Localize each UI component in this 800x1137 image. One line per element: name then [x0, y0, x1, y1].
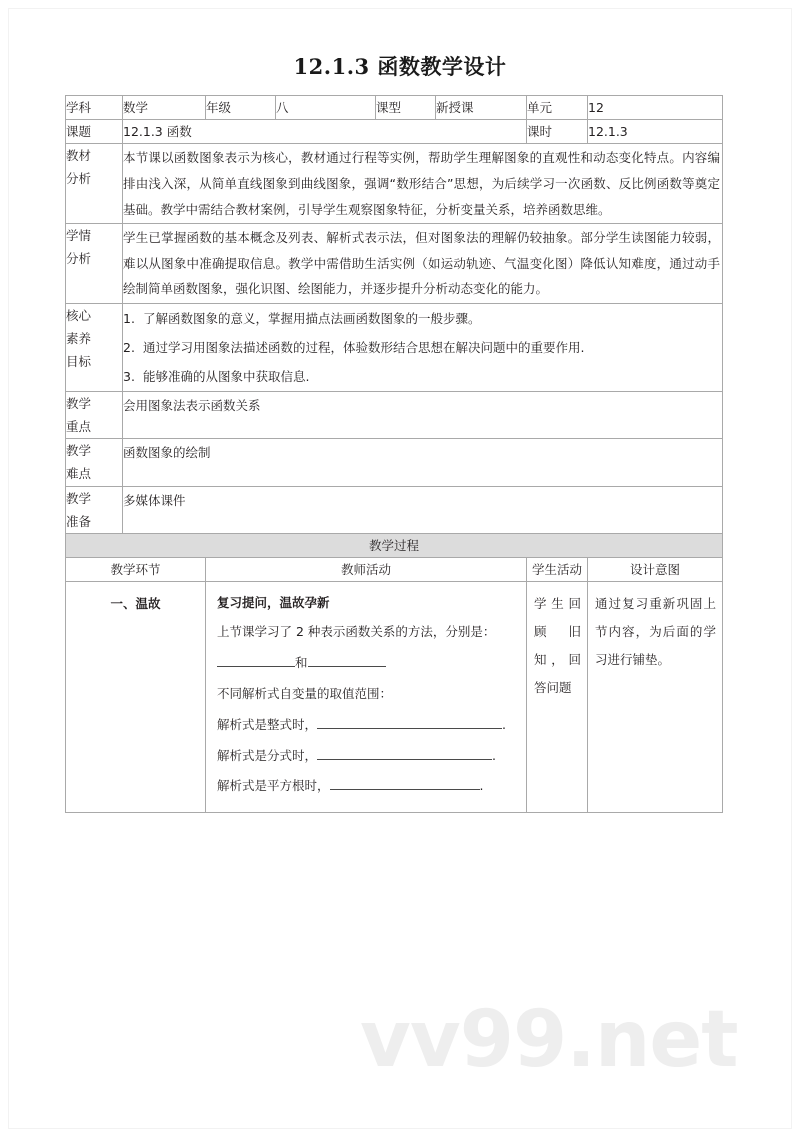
table-row-basic-info — [66, 96, 723, 120]
table-row-preparation — [66, 486, 723, 533]
preparation-cell — [123, 486, 723, 533]
core-goals-label-line2: 素养 — [66, 331, 92, 347]
teacher-activity-blank-line — [215, 710, 517, 741]
process-header-student: 学生活动 — [527, 557, 588, 581]
material-analysis-label-line2: 分析 — [66, 171, 92, 187]
student-activity-text: 学生回顾旧知，回答问题 — [534, 596, 581, 696]
teacher-activity-blank-line — [215, 741, 517, 772]
preparation-label-line2: 准备 — [66, 513, 92, 529]
student-analysis-label — [66, 224, 123, 304]
topic-value: 12.1.3 函数 — [123, 120, 527, 144]
core-goal-number: 1. — [123, 311, 135, 326]
topic-label: 课题 — [66, 120, 123, 144]
teacher-activity-period: . — [479, 778, 484, 794]
difficulty-text: 函数图象的绘制 — [123, 445, 211, 461]
student-analysis-cell — [123, 224, 723, 304]
subject-label: 学科 — [66, 96, 123, 120]
unit-label: 单元 — [527, 96, 588, 120]
process-student-activity — [527, 582, 588, 813]
period-value: 12.1.3 — [588, 120, 723, 144]
answer-blank[interactable] — [317, 728, 502, 729]
process-header-teacher: 教师活动 — [206, 557, 527, 581]
core-goal-text: 了解函数图象的意义，掌握用描点法画函数图象的一般步骤。 — [143, 311, 481, 326]
answer-blank[interactable] — [330, 789, 480, 790]
key-point-label-line1: 教学 — [66, 396, 92, 411]
answer-blank[interactable] — [308, 666, 386, 667]
student-analysis-label-line1: 学情 — [66, 228, 92, 244]
material-analysis-label-line1: 教材 — [66, 148, 92, 164]
process-section-title: 教学过程 — [66, 533, 723, 557]
key-point-label-line2: 重点 — [66, 419, 92, 435]
core-goal-item — [123, 362, 722, 391]
student-analysis-label-line2: 分析 — [66, 251, 92, 267]
teacher-activity-period: . — [502, 716, 506, 732]
material-analysis-cell — [123, 144, 723, 224]
table-row-process-headers — [66, 557, 723, 581]
process-header-intent: 设计意图 — [588, 557, 723, 581]
teacher-activity-blank-line — [215, 648, 517, 679]
core-goals-cell — [123, 304, 723, 392]
process-design-intent — [588, 582, 723, 813]
process-stage-name: 一、温故 — [66, 582, 206, 813]
teacher-activity-conjunction: 和 — [295, 654, 308, 670]
core-goal-item — [123, 333, 722, 362]
key-point-cell — [123, 392, 723, 439]
core-goal-text: 能够准确的从图象中获取信息. — [143, 369, 310, 384]
table-row-student-analysis — [66, 224, 723, 304]
table-row-difficulty — [66, 439, 723, 486]
subject-value: 数学 — [123, 96, 206, 120]
answer-blank[interactable] — [217, 666, 295, 667]
table-row-topic — [66, 120, 723, 144]
core-goal-text: 通过学习用图象法描述函数的过程，体验数形结合思想在解决问题中的重要作用. — [143, 340, 585, 355]
answer-blank[interactable] — [317, 759, 492, 760]
site-watermark: vv99.net — [360, 995, 738, 1085]
process-header-stage: 教学环节 — [66, 557, 206, 581]
material-analysis-label — [66, 144, 123, 224]
table-row-process-banner — [66, 533, 723, 557]
teacher-activity-line: 上节课学习了 2 种表示函数关系的方法，分别是： — [217, 624, 496, 639]
unit-value: 12 — [588, 96, 723, 120]
difficulty-cell — [123, 439, 723, 486]
material-analysis-text: 本节课以函数图象表示为核心，教材通过行程等实例，帮助学生理解图象的直观性和动态变化特点。内容编排由浅入深，从简单直线图象到曲线图象，强调“数形结合”思想，为后续学习一次函数、反比例函数等奠定基础。教学中需结合教材案例，引导学生观察图象特征，分析变量关系，培养函数思维。 — [123, 150, 720, 217]
lesson-plan-table — [65, 95, 723, 813]
difficulty-label — [66, 439, 123, 486]
grade-label: 年级 — [206, 96, 276, 120]
process-teacher-activity — [206, 582, 527, 813]
teacher-activity-line: 不同解析式自变量的取值范围： — [217, 685, 393, 701]
period-label: 课时 — [527, 120, 588, 144]
page-title: 12.1.3 函数教学设计 — [293, 54, 507, 79]
preparation-label — [66, 486, 123, 533]
core-goals-label-line3: 目标 — [66, 354, 92, 370]
teacher-activity-period: . — [492, 747, 496, 763]
teacher-activity-blank-line — [215, 771, 517, 802]
student-analysis-text: 学生已掌握函数的基本概念及列表、解析式表示法，但对图象法的理解仍较抽象。部分学生读图能力较弱，难以从图象中准确提取信息。教学中需借助生活实例（如运动轨迹、气温变化图）降低认知难度，通过动手绘制简单函数图象，强化识图、绘图能力，并逐步提升分析动态变化的能力。 — [123, 230, 720, 297]
core-goals-label-line1: 核心 — [66, 308, 92, 323]
difficulty-label-line1: 教学 — [66, 443, 92, 459]
teacher-activity-prompt: 解析式是整式时， — [217, 716, 318, 732]
design-intent-text: 通过复习重新巩固上节内容，为后面的学习进行铺垫。 — [595, 596, 716, 668]
preparation-label-line1: 教学 — [66, 490, 92, 506]
table-row-key-point — [66, 392, 723, 439]
teacher-activity-prompt: 解析式是平方根时， — [217, 778, 330, 794]
table-row-process-body — [66, 582, 723, 813]
core-goals-label — [66, 304, 123, 392]
core-goal-number: 2. — [123, 340, 135, 355]
key-point-text: 会用图象法表示函数关系 — [123, 398, 261, 413]
teacher-activity-heading: 复习提问，温故孕新 — [217, 595, 330, 610]
lesson-type-label: 课型 — [376, 96, 436, 120]
key-point-label — [66, 392, 123, 439]
core-goal-item — [123, 304, 722, 333]
teacher-activity-prompt: 解析式是分式时， — [217, 747, 318, 763]
grade-value: 八 — [276, 96, 376, 120]
difficulty-label-line2: 难点 — [66, 466, 92, 482]
table-row-core-goals — [66, 304, 723, 392]
core-goal-number: 3. — [123, 369, 135, 384]
table-row-material-analysis — [66, 144, 723, 224]
lesson-type-value: 新授课 — [436, 96, 527, 120]
preparation-text: 多媒体课件 — [123, 492, 186, 508]
